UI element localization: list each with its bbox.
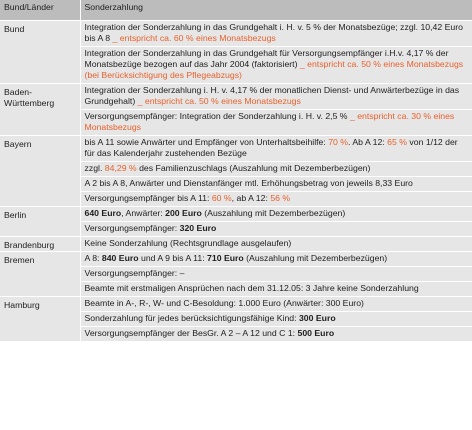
detail-line xyxy=(81,21,472,46)
detail-line xyxy=(81,326,472,341)
detail-text: von 1/12 der für das Kalenderjahr zustehenden Bezüge xyxy=(84,137,458,158)
highlight-text: 56 % xyxy=(270,193,291,203)
detail-line xyxy=(81,237,472,251)
state-cell: Hamburg xyxy=(0,297,80,342)
amount-text: 640 Euro xyxy=(84,208,122,218)
detail-text: Versorgungsempfänger: xyxy=(84,223,180,233)
highlight-text: _ entspricht ca. 50 % eines Monatsbezugs (bei Berücksichtigung des Pflegeabzugs) xyxy=(84,59,464,80)
table-row xyxy=(0,21,472,84)
state-cell: Brandenburg xyxy=(0,237,80,252)
sonderzahlung-cell xyxy=(80,237,472,252)
table-row xyxy=(0,237,472,252)
sonderzahlung-cell xyxy=(80,207,472,237)
amount-text: 840 Euro xyxy=(101,253,139,263)
state-cell: Bremen xyxy=(0,252,80,297)
detail-line xyxy=(81,297,472,311)
table-row xyxy=(0,84,472,136)
detail-line xyxy=(81,161,472,176)
detail-line xyxy=(81,191,472,206)
sonderzahlung-cell xyxy=(80,297,472,342)
state-cell: Bayern xyxy=(0,136,80,207)
table-body xyxy=(0,21,472,342)
detail-text: A 8: xyxy=(84,253,102,263)
detail-line xyxy=(81,136,472,161)
detail-text: Keine Sonderzahlung (Rechtsgrundlage ausgelaufen) xyxy=(84,238,292,248)
amount-text: 200 Euro xyxy=(165,208,202,218)
detail-text: Beamte in A-, R-, W- und C-Besoldung: 1.000 Euro (Anwärter: 300 Euro) xyxy=(84,298,364,308)
detail-text: Sonderzahlung für jedes berücksichtigungsfähige Kind: xyxy=(84,313,299,323)
table-row xyxy=(0,252,472,297)
detail-text: Versorgungsempfänger der BesGr. A 2 – A 12 und C 1: xyxy=(84,328,298,338)
sonderzahlung-cell xyxy=(80,136,472,207)
highlight-text: 70 % xyxy=(328,137,349,147)
detail-line xyxy=(81,109,472,135)
table-row xyxy=(0,207,472,237)
highlight-text: 65 % xyxy=(387,137,407,147)
highlight-text: _ entspricht ca. 50 % eines Monatsbezugs xyxy=(137,96,301,106)
detail-text: . Ab A 12: xyxy=(348,137,388,147)
state-cell: Bund xyxy=(0,21,80,84)
detail-line xyxy=(81,311,472,326)
amount-text: 320 Euro xyxy=(179,223,217,233)
detail-text: Versorgungsempfänger: – xyxy=(84,268,185,278)
highlight-text: _ entspricht ca. 30 % eines Monatsbezugs xyxy=(84,111,455,132)
detail-text: Integration der Sonderzahlung in das Grundgehalt i. H. v. 5 % der Monatsbezüge; zzgl. 10,42 Euro bis A 8 xyxy=(84,22,463,43)
detail-text: A 2 bis A 8, Anwärter und Dienstanfänger mtl. Erhöhungsbetrag von jeweils 8,33 Euro xyxy=(84,178,413,188)
detail-line xyxy=(81,281,472,296)
detail-text: Versorgungsempfänger: Integration der Sonderzahlung i. H. v. 2,5 % xyxy=(84,111,350,121)
detail-text: (Auszahlung mit Dezemberbezügen) xyxy=(201,208,346,218)
detail-text: (Auszahlung mit Dezemberbezügen) xyxy=(243,253,388,263)
detail-text: , Anwärter: xyxy=(121,208,166,218)
detail-text: Beamte mit erstmaligen Ansprüchen nach dem 31.12.05: 3 Jahre keine Sonderzahlung xyxy=(84,283,419,293)
detail-text: bis A 11 sowie Anwärter und Empfänger von Unterhaltsbeihilfe: xyxy=(84,137,329,147)
state-cell: Baden-Württemberg xyxy=(0,84,80,136)
table-row xyxy=(0,136,472,207)
amount-text: 300 Euro xyxy=(298,313,336,323)
highlight-text: _ entspricht ca. 60 % eines Monatsbezugs xyxy=(112,33,276,43)
table-row xyxy=(0,297,472,342)
detail-text: Integration der Sonderzahlung i. H. v. 4,17 % der monatlichen Dienst- und Anwärterbezüge in das Grundgehalt) xyxy=(84,85,460,106)
detail-text: zzgl. xyxy=(84,163,105,173)
detail-line xyxy=(81,266,472,281)
detail-line xyxy=(81,84,472,109)
detail-text: und A 9 bis A 11: xyxy=(138,253,208,263)
detail-line xyxy=(81,46,472,83)
highlight-text: 84,29 % xyxy=(104,163,137,173)
sonderzahlung-cell xyxy=(80,84,472,136)
detail-line xyxy=(81,176,472,191)
highlight-text: 60 % xyxy=(211,193,232,203)
amount-text: 710 Euro xyxy=(207,253,244,263)
table-header xyxy=(0,0,472,21)
detail-line xyxy=(81,207,472,221)
detail-text: Integration der Sonderzahlung in das Grundgehalt für Versorgungsempfänger i.H.v. 4,17 % der Monatsbezüge bezogen auf das Jahr 2004 (faktorisiert) xyxy=(84,48,449,69)
detail-line xyxy=(81,252,472,266)
sonderzahlung-cell xyxy=(80,21,472,84)
state-cell: Berlin xyxy=(0,207,80,237)
detail-text: des Familienzuschlags (Auszahlung mit Dezemberbezügen) xyxy=(136,163,371,173)
sonderzahlung-cell xyxy=(80,252,472,297)
detail-text: Versorgungsempfänger bis A 11: xyxy=(84,193,212,203)
detail-text: , ab A 12: xyxy=(231,193,271,203)
header-sonderzahlung: Sonderzahlung xyxy=(80,0,472,21)
header-bund-laender: Bund/Länder xyxy=(0,0,80,21)
detail-line xyxy=(81,221,472,236)
amount-text: 500 Euro xyxy=(297,328,335,338)
header-row xyxy=(0,0,472,21)
